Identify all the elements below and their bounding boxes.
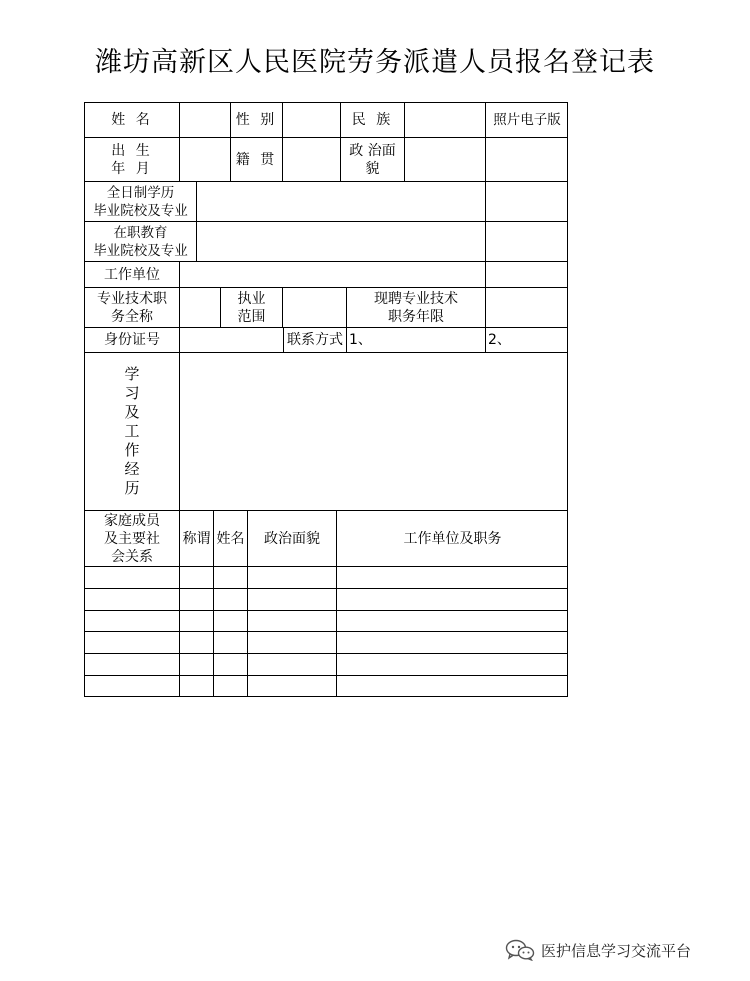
name-label: 姓 名 — [85, 103, 180, 138]
hire-years-field[interactable] — [486, 288, 568, 328]
political-status-label: 政 治面 貌 — [341, 138, 405, 182]
ethnicity-label: 民 族 — [341, 103, 405, 138]
fulltime-education-label: 全日制学历 毕业院校及专业 — [85, 182, 197, 222]
family-row-2-relation[interactable] — [180, 589, 214, 611]
practice-scope-field[interactable] — [283, 288, 347, 328]
work-unit-label: 工作单位 — [85, 262, 180, 288]
political-status-field[interactable] — [405, 138, 486, 182]
contact-field-1[interactable]: 1、 — [347, 328, 486, 353]
family-label: 家庭成员 及主要社 会关系 — [85, 511, 180, 567]
watermark — [505, 939, 691, 961]
ethnicity-field[interactable] — [405, 103, 486, 138]
hire-years-label: 现聘专业技术 职务年限 — [347, 288, 486, 328]
family-row-4-relation[interactable] — [180, 632, 214, 654]
family-row-1-political[interactable] — [248, 567, 337, 589]
fulltime-education-field[interactable] — [197, 182, 486, 222]
family-row-4-name[interactable] — [214, 632, 248, 654]
family-row-5-work[interactable] — [337, 654, 568, 676]
work-unit-field[interactable] — [180, 262, 486, 288]
family-row-6-label — [85, 676, 180, 696]
family-row-1-relation[interactable] — [180, 567, 214, 589]
family-row-2-name[interactable] — [214, 589, 248, 611]
family-col-political: 政治面貌 — [248, 511, 337, 567]
photo-area-4 — [486, 262, 568, 288]
photo-area-3 — [486, 222, 568, 262]
family-row-6-work[interactable] — [337, 676, 568, 696]
photo-label: 照片电子版 — [486, 103, 568, 138]
document-title: 潍坊高新区人民医院劳务派遣人员报名登记表 — [95, 47, 655, 78]
family-col-relation: 称谓 — [180, 511, 214, 567]
family-row-3-political[interactable] — [248, 611, 337, 632]
family-row-5-name[interactable] — [214, 654, 248, 676]
contact-label: 联系方式 — [284, 328, 347, 353]
watermark-text: 医护信息学习交流平台 — [541, 941, 692, 960]
practice-scope-label: 执业 范围 — [221, 288, 283, 328]
family-row-4-work[interactable] — [337, 632, 568, 654]
resume-field[interactable] — [180, 353, 568, 511]
resume-label: 学 习 及 工 作 经 历 — [85, 353, 180, 511]
family-col-name: 姓名 — [214, 511, 248, 567]
family-row-3-label — [85, 611, 180, 632]
birth-date-label: 出 生 年 月 — [85, 138, 180, 182]
family-row-2-political[interactable] — [248, 589, 337, 611]
family-row-5-relation[interactable] — [180, 654, 214, 676]
family-row-6-name[interactable] — [214, 676, 248, 696]
family-col-work: 工作单位及职务 — [337, 511, 568, 567]
family-row-2-work[interactable] — [337, 589, 568, 611]
contact-field-2[interactable]: 2、 — [486, 328, 568, 353]
family-row-1-label — [85, 567, 180, 589]
registration-form — [84, 102, 568, 697]
inservice-education-label: 在职教育 毕业院校及专业 — [85, 222, 197, 262]
native-place-field[interactable] — [283, 138, 341, 182]
family-row-2-label — [85, 589, 180, 611]
family-row-1-work[interactable] — [337, 567, 568, 589]
native-place-label: 籍 贯 — [231, 138, 283, 182]
family-row-3-name[interactable] — [214, 611, 248, 632]
gender-label: 性 别 — [231, 103, 283, 138]
tech-title-field[interactable] — [180, 288, 221, 328]
family-row-6-political[interactable] — [248, 676, 337, 696]
wechat-icon — [505, 939, 535, 961]
id-number-field[interactable] — [180, 328, 284, 353]
family-row-4-political[interactable] — [248, 632, 337, 654]
family-row-4-label — [85, 632, 180, 654]
family-row-6-relation[interactable] — [180, 676, 214, 696]
id-number-label: 身份证号 — [85, 328, 180, 353]
family-row-1-name[interactable] — [214, 567, 248, 589]
name-field[interactable] — [180, 103, 231, 138]
birth-date-field[interactable] — [180, 138, 231, 182]
tech-title-label: 专业技术职 务全称 — [85, 288, 180, 328]
photo-area-2 — [486, 182, 568, 222]
inservice-education-field[interactable] — [197, 222, 486, 262]
gender-field[interactable] — [283, 103, 341, 138]
family-row-5-political[interactable] — [248, 654, 337, 676]
photo-area[interactable] — [486, 138, 568, 182]
family-row-5-label — [85, 654, 180, 676]
family-row-3-relation[interactable] — [180, 611, 214, 632]
family-row-3-work[interactable] — [337, 611, 568, 632]
